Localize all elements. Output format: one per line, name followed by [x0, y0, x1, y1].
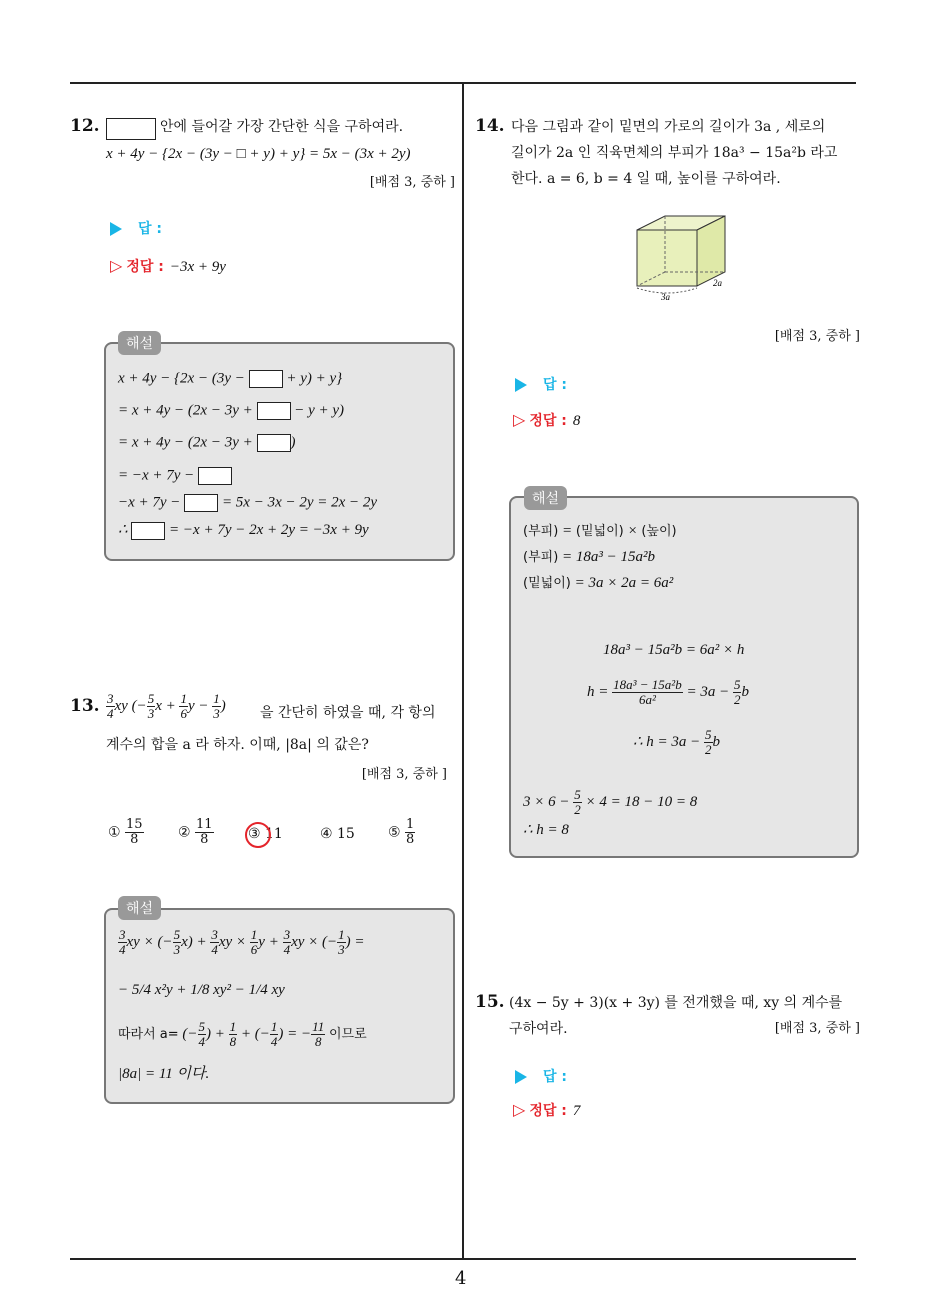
outline-triangle-icon: ▷ — [513, 410, 526, 429]
answer-line — [110, 218, 162, 238]
question-text-1: (4x − 5y + 3)(x + 3y) 를 전개했을 때, xy 의 계수를 — [509, 995, 843, 1011]
solution-line-5: −x + 7y − = 5x − 3x − 2y = 2x − 2y — [118, 494, 378, 511]
solution-line-2: − 5/4 x²y + 1/8 xy² − 1/4 xy — [118, 982, 285, 998]
solution-line-6: ∴ = −x + 7y − 2x + 2y = −3x + 9y — [118, 522, 369, 538]
correct-answer — [513, 410, 580, 430]
solution-line-4: 18a³ − 15a²b = 6a² × h — [603, 642, 745, 658]
solution-line-5: h = $\frac{\text{18a³ − 15a²b}}{\text{6a²}}$ = 3a − $\frac{5}{2}$ b — [587, 677, 749, 707]
solution-line-1: (부피) = (밑넓이) × (높이) — [523, 523, 677, 539]
question-text: 안에 들어갈 가장 간단한 식을 구하여라. — [160, 119, 404, 135]
question-text-2: 계수의 합을 a 라 하자. 이때, |8a| 의 값은? — [106, 737, 369, 753]
cuboid-figure — [625, 210, 765, 304]
answer-label: 답 : — [543, 377, 567, 393]
correct-label: 정답 : — [126, 259, 164, 275]
score-meta: [배점 3, 중하 ] — [361, 767, 447, 782]
correct-label: 정답 : — [529, 413, 567, 429]
solution-line-3: (밑넓이) = 3a × 2a = 6a² — [523, 575, 674, 591]
column-divider — [462, 82, 464, 1260]
score-meta: [배점 3, 중하 ] — [369, 175, 455, 190]
score-meta: [배점 3, 중하 ] — [774, 1021, 860, 1036]
solution-line-6: ∴ h = 3a − $\frac{5}{2}$ b — [633, 727, 721, 757]
solution-line-8: ∴ h = 8 — [523, 822, 569, 838]
correct-value: 8 — [572, 413, 581, 429]
selected-circle-icon — [245, 822, 271, 848]
solution-line-4: = −x + 7y − — [118, 467, 232, 485]
width-label: 3a — [661, 292, 670, 302]
answer-line — [515, 1066, 567, 1086]
choice-5[interactable]: ⑤ $\frac{1}{8}$ — [388, 817, 415, 847]
question-14 — [475, 114, 860, 444]
solution-line-1: x + 4y − {2x − (3y − + y) + y} — [118, 370, 343, 387]
solution-line-3: 따라서 a= (− $\frac{5}{4}$ ) + $\frac{1}{8}$ + (− $\frac{1}{4}$ ) = − $\frac{11}{8}$ 이므로 — [118, 1019, 367, 1049]
play-icon — [515, 1070, 527, 1084]
question-number: 14. — [475, 116, 505, 136]
solution-tag: 해설 — [118, 896, 161, 920]
question-expression: x + 4y − {2x − (3y − □ + y) + y} = 5x − (3x + 2y) — [106, 146, 411, 162]
question-text-1: 다음 그림과 같이 밑면의 가로의 길이가 3a , 세로의 — [511, 119, 826, 135]
solution-line-7: 3 × 6 − $\frac{5}{2}$ × 4 = 18 − 10 = 8 — [523, 787, 698, 817]
question-text-3: 한다. a = 6, b = 4 일 때, 높이를 구하여라. — [511, 171, 781, 187]
answer-label: 답 : — [138, 221, 162, 237]
solution-box-12 — [104, 342, 455, 561]
question-number: 12. — [70, 116, 100, 136]
outline-triangle-icon: ▷ — [513, 1100, 526, 1119]
question-number: 15. — [475, 992, 505, 1012]
bottom-rule — [70, 1258, 856, 1260]
page-number: 4 — [455, 1268, 467, 1289]
solution-line-3: = x + 4y − (2x − 3y + ) — [118, 434, 296, 451]
blank-box — [106, 118, 156, 140]
correct-answer — [110, 256, 226, 276]
solution-line-2: = x + 4y − (2x − 3y + − y + y) — [118, 402, 345, 419]
depth-label: 2a — [713, 278, 722, 288]
solution-box-13 — [104, 908, 455, 1104]
choice-4[interactable]: ④ 15 — [320, 826, 355, 842]
score-meta: [배점 3, 중하 ] — [774, 329, 860, 344]
question-text-1: 을 간단히 하였을 때, 각 항의 — [260, 705, 436, 721]
play-icon — [110, 222, 122, 236]
correct-value: 7 — [572, 1103, 581, 1119]
question-number: 13. — [70, 696, 100, 716]
correct-value: −3x + 9y — [169, 259, 226, 275]
answer-label: 답 : — [543, 1069, 567, 1085]
choice-2[interactable]: ② $\frac{11}{8}$ — [178, 817, 213, 847]
outline-triangle-icon: ▷ — [110, 256, 123, 275]
solution-line-4: |8a| = 11 이다. — [118, 1066, 210, 1082]
solution-tag: 해설 — [524, 486, 567, 510]
play-icon — [515, 378, 527, 392]
choice-3[interactable]: ③ 11 — [248, 826, 283, 842]
choice-1[interactable]: ① $\frac{15}{8}$ — [108, 817, 143, 847]
solution-tag: 해설 — [118, 331, 161, 355]
question-13 — [70, 692, 455, 872]
question-15 — [475, 990, 860, 1130]
solution-line-2: (부피) = 18a³ − 15a²b — [523, 549, 656, 565]
correct-answer — [513, 1100, 580, 1120]
question-text-2: 구하여라. — [509, 1021, 568, 1037]
solution-line-1: $\frac{3}{4}$ xy × (− $\frac{5}{3}$ x) + $\frac{3}{4}$ xy × $\frac{1}{6}$ y + $\frac{3}{4}$ xy × (− $\frac{1}{3}$ ) = — [119, 927, 365, 957]
question-expression: $\frac{3}{4}$ xy (− $\frac{5}{3}$ x + $\frac{1}{6}$ y − $\frac{1}{3}$ ) — [107, 691, 226, 721]
correct-label: 정답 : — [529, 1103, 567, 1119]
solution-box-14 — [509, 496, 859, 858]
question-text-2: 길이가 2a 인 직육면체의 부피가 18a³ − 15a²b 라고 — [511, 145, 838, 161]
answer-line — [515, 374, 567, 394]
